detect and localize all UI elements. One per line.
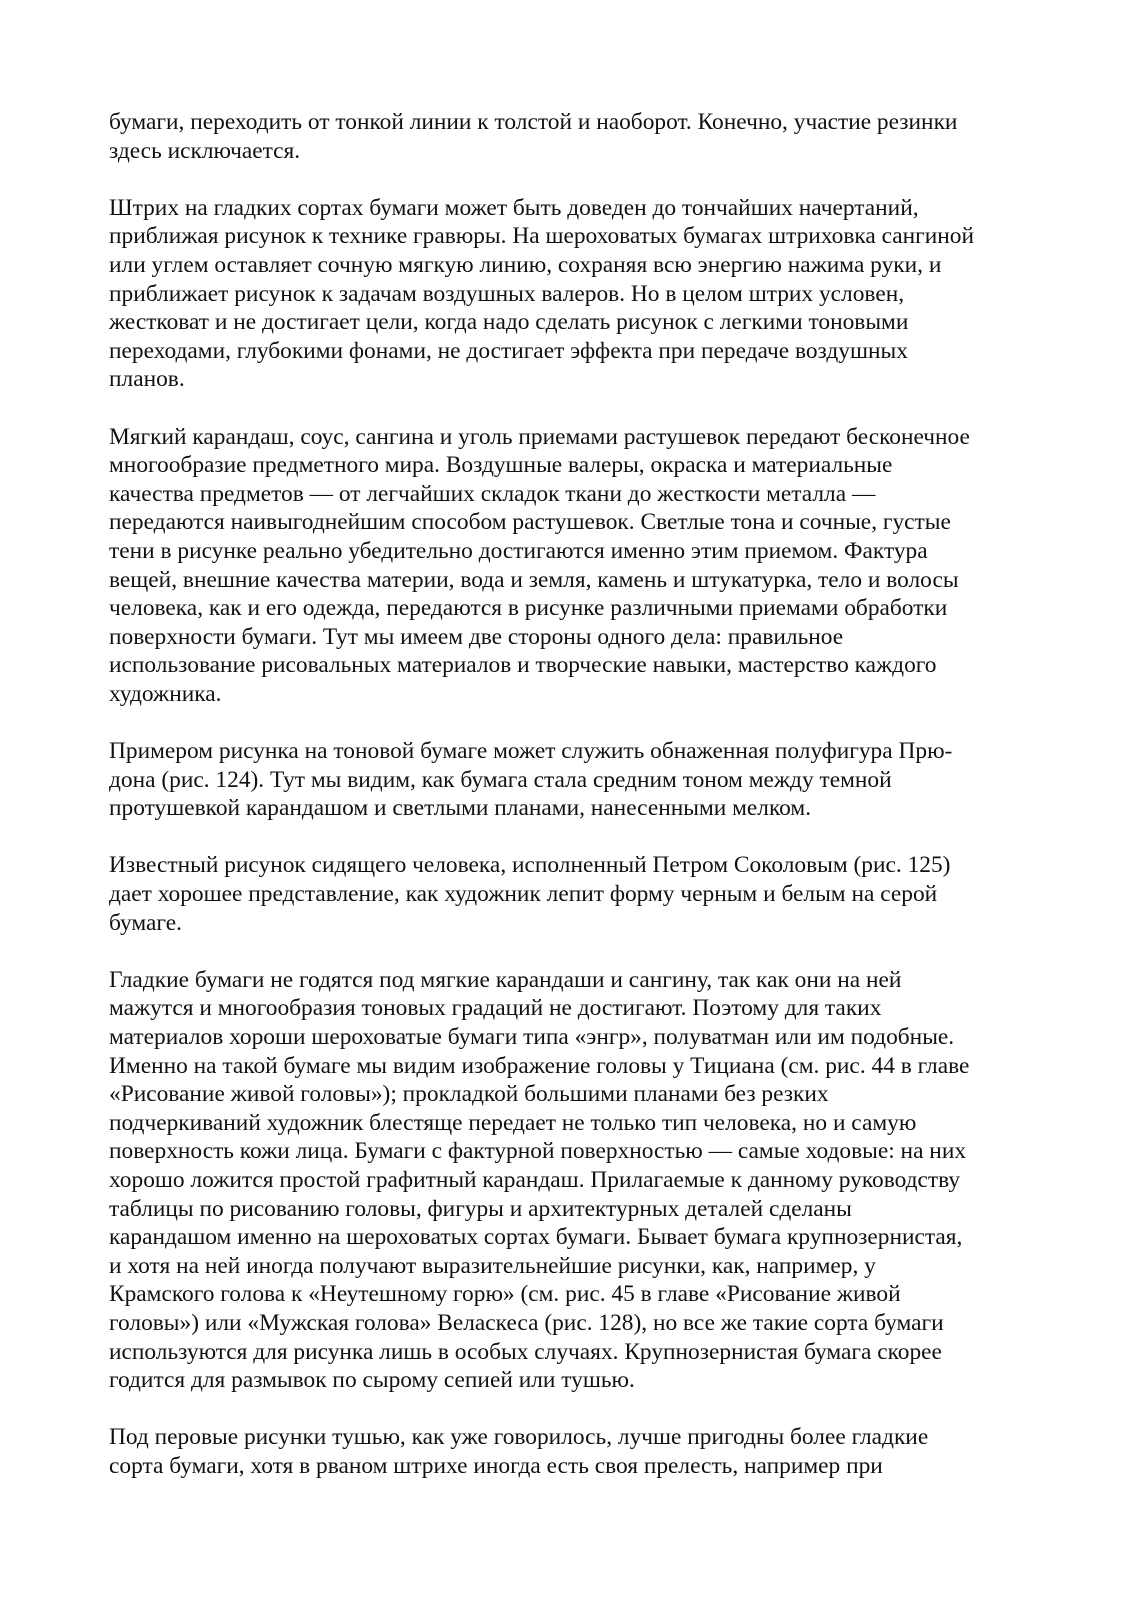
text-line: Известный рисунок сидящего человека, исполненный Петром Соколовым (рис. 125) [109,852,951,879]
text-line: и хотя на ней иногда получают выразительнейшие рисунки, как, например, у [109,1252,876,1279]
text-line: материалов хороши шероховатые бумаги типа «энгр», полуватман или им подобные. [109,1024,955,1050]
paragraph-5 [109,851,1039,937]
text-line: подчеркиваний художник блестяще передает не только тип человека, но и самую [109,1109,917,1136]
text-line: «Рисование живой головы»); прокладкой большими планами без резких [109,1081,829,1108]
text-line: Гладкие бумаги не годятся под мягкие карандаши и сангину, так как они на ней [109,966,902,993]
text-line: бумаги, переходить от тонкой линии к толстой и наоборот. Конечно, участие резинки [109,109,958,135]
text-line: таблицы по рисованию головы, фигуры и архитектурных деталей сделаны [109,1195,852,1222]
paragraph-1 [109,108,1039,165]
paragraph-7 [109,1423,1039,1480]
text-line: приближая рисунок к технике гравюры. На шероховатых бумагах штриховка сангиной [109,223,975,250]
text-line: мажутся и многообразия тоновых градаций не достигают. Поэтому для таких [109,995,882,1022]
text-line: здесь исключается. [109,137,301,164]
text-line: хорошо ложится простой графитный карандаш. Прилагаемые к данному руководству [109,1166,961,1193]
text-line: Именно на такой бумаге мы видим изображение головы у Тициана (см. рис. 44 в главе [109,1052,970,1079]
text-line: планов. [109,366,185,393]
paragraph-4 [109,737,1039,823]
paragraph-3 [109,423,1039,709]
text-line: передаются наивыгоднейшим способом растушевок. Светлые тона и сочные, густые [109,509,951,536]
text-line: Штрих на гладких сортах бумаги может быть доведен до тончайших начертаний, [109,194,919,221]
text-line: сорта бумаги, хотя в рваном штрихе иногда есть своя прелесть, например при [109,1452,883,1479]
text-line: переходами, глубокими фонами, не достигает эффекта при передаче воздушных [109,337,908,364]
text-line: поверхности бумаги. Тут мы имеем две стороны одного дела: правильное [109,623,844,650]
text-line: человека, как и его одежда, передаются в рисунке различными приемами обработки [109,595,948,622]
text-line: бумаге. [109,909,182,936]
text-line: Мягкий карандаш, соус, сангина и уголь приемами растушевок передают бесконечное [109,423,970,450]
text-line: Под перовые рисунки тушью, как уже говорилось, лучше пригодны более гладкие [109,1424,929,1451]
body-text [109,108,1039,1481]
text-line: карандашом именно на шероховатых сортах бумаги. Бывает бумага крупнозернистая, [109,1224,963,1251]
text-line: протушевкой карандашом и светлыми планами, нанесенными мелком. [109,795,812,822]
text-line: дона (рис. 124). Тут мы видим, как бумага стала средним тоном между темной [109,766,892,793]
text-line: художника. [109,680,222,707]
text-line: используются для рисунка лишь в особых случаях. Крупнозернистая бумага скорее [109,1338,942,1365]
text-line: поверхность кожи лица. Бумаги с фактурной поверхностью — самые ходовые: на них [109,1138,967,1165]
text-line: многообразие предметного мира. Воздушные валеры, окраска и материальные [109,452,893,479]
text-line: Примером рисунка на тоновой бумаге может служить обнаженная полуфигура Прю- [109,738,953,765]
text-line: дает хорошее представление, как художник лепит форму черным и белым на серой [109,881,938,908]
text-line: качества предметов — от легчайших складок ткани до жесткости металла — [109,480,876,507]
text-line: годится для размывок по сырому сепией или тушью. [109,1367,635,1394]
text-line: жестковат и не достигает цели, когда надо сделать рисунок с легкими тоновыми [109,309,909,336]
text-line: Крамского голова к «Неутешному горю» (см. рис. 45 в главе «Рисование живой [109,1281,901,1308]
text-line: использование рисовальных материалов и творческие навыки, мастерство каждого [109,652,937,679]
text-line: тени в рисунке реально убедительно достигаются именно этим приемом. Фактура [109,537,928,564]
paragraph-6 [109,966,1039,1395]
text-line: приближает рисунок к задачам воздушных валеров. Но в целом штрих условен, [109,280,905,307]
text-line: вещей, внешние качества материи, вода и земля, камень и штукатурка, тело и волосы [109,566,959,593]
paragraph-2 [109,194,1039,394]
text-line: или углем оставляет сочную мягкую линию, сохраняя всю энергию нажима руки, и [109,251,942,278]
text-line: головы») или «Мужская голова» Веласкеса (рис. 128), но все же такие сорта бумаги [109,1309,944,1336]
